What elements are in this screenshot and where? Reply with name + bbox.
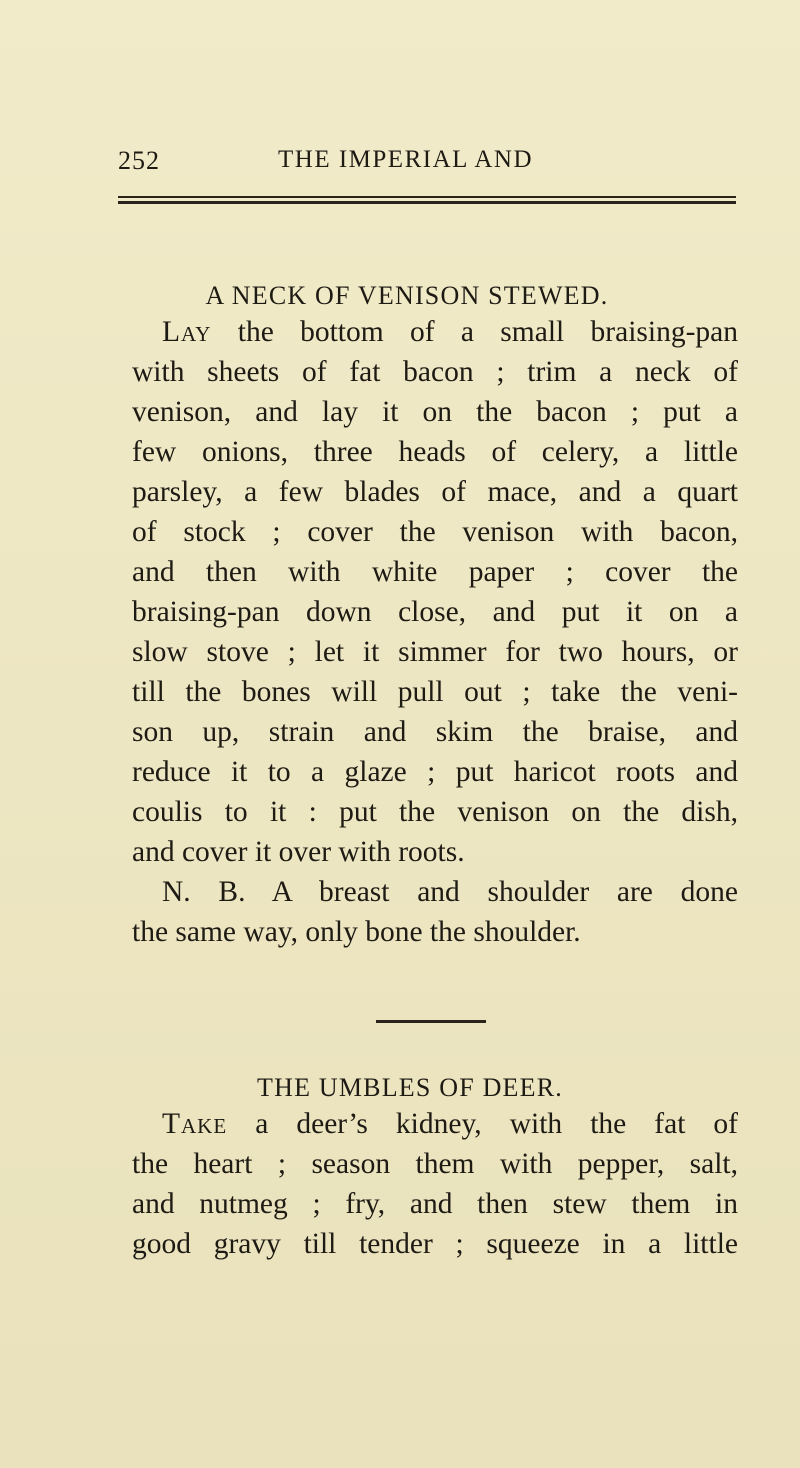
paragraph-line: parsley, a few blades of mace, and a quart xyxy=(132,476,738,508)
note-line: the same way, only bone the shoulder. xyxy=(132,916,581,948)
paragraph-line: reduce it to a glaze ; put haricot roots and xyxy=(132,756,738,788)
paragraph-line: good gravy till tender ; squeeze in a little xyxy=(132,1228,738,1260)
line-text: a deer’s kidney, with the fat of xyxy=(227,1108,738,1140)
paragraph-line: and cover it over with roots. xyxy=(132,836,465,868)
lead-word: Take xyxy=(162,1108,228,1140)
note-line: N. B. A breast and shoulder are done xyxy=(162,876,738,908)
running-head xyxy=(118,146,738,180)
header-rule-double xyxy=(118,201,736,204)
line-text: the bottom of a small braising-pan xyxy=(211,316,738,348)
paragraph-line: and then with white paper ; cover the xyxy=(132,556,738,588)
section-divider xyxy=(376,1020,486,1023)
paragraph-line: of stock ; cover the venison with bacon, xyxy=(132,516,738,548)
running-title: THE IMPERIAL AND xyxy=(278,146,534,173)
paragraph-line: and nutmeg ; fry, and then stew them in xyxy=(132,1188,738,1220)
paragraph-line: till the bones will pull out ; take the veni- xyxy=(132,676,738,708)
lead-word: Lay xyxy=(162,316,212,348)
recipe-title: THE UMBLES OF DEER. xyxy=(257,1073,563,1102)
paragraph-line: the heart ; season them with pepper, salt, xyxy=(132,1148,738,1180)
page-number: 252 xyxy=(118,146,160,175)
header-rule xyxy=(118,196,736,198)
paragraph-line: coulis to it : put the venison on the dish, xyxy=(132,796,738,828)
paragraph-line: venison, and lay it on the bacon ; put a xyxy=(132,396,738,428)
paragraph-line: slow stove ; let it simmer for two hours, or xyxy=(132,636,738,668)
paragraph-line: with sheets of fat bacon ; trim a neck of xyxy=(132,356,738,388)
paragraph-line: few onions, three heads of celery, a little xyxy=(132,436,738,468)
paragraph-line: son up, strain and skim the braise, and xyxy=(132,716,738,748)
paragraph-line xyxy=(162,312,738,352)
paragraph-line: braising-pan down close, and put it on a xyxy=(132,596,738,628)
paragraph-line xyxy=(162,1104,738,1144)
recipe-title: A NECK OF VENISON STEWED. xyxy=(205,281,609,310)
